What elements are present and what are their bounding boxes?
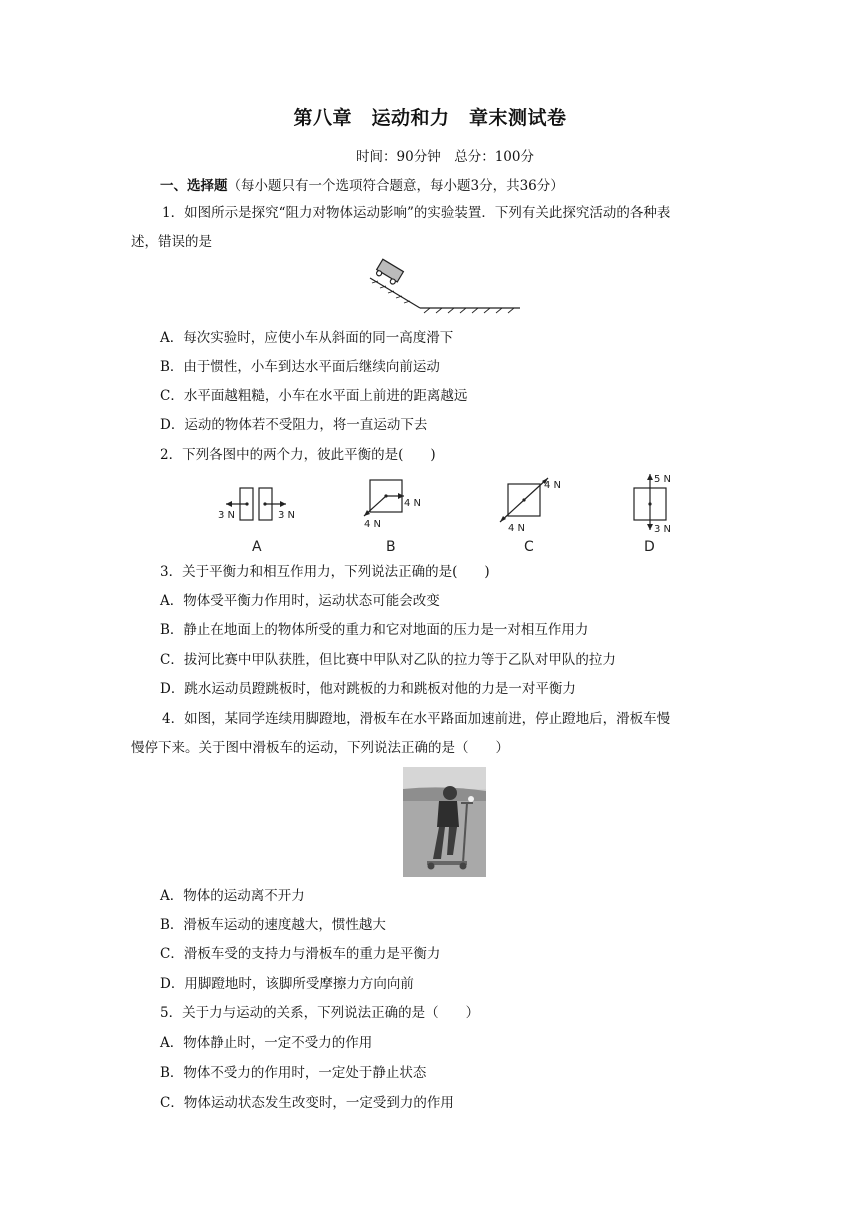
- q3-option-b: B．静止在地面上的物体所受的重力和它对地面的压力是一对相互作用力: [160, 622, 589, 638]
- q4-stem-line1: 4．如图，某同学连续用脚蹬地，滑板车在水平路面加速前进，停止蹬地后，滑板车慢: [162, 711, 671, 727]
- q1-option-d: D．运动的物体若不受阻力，将一直运动下去: [160, 417, 428, 433]
- q2-b-letter: B: [386, 539, 396, 555]
- q2-d-force2: 3 N: [654, 524, 672, 535]
- q5-stem: 5．关于力与运动的关系，下列说法正确的是（ ）: [160, 1005, 480, 1021]
- q2-figure-c: [490, 474, 570, 556]
- exam-meta: 时间：90分钟 总分：100分: [356, 149, 534, 165]
- q4-option-d: D．用脚蹬地时，该脚所受摩擦力方向向前: [160, 976, 414, 992]
- q2-b-force2: 4 N: [364, 519, 382, 530]
- section-note: （每小题只有一个选项符合题意，每小题3分，共36分）: [227, 178, 564, 194]
- q2-a-left-force: 3 N: [218, 510, 236, 521]
- q3-option-d: D．跳水运动员蹬跳板时，他对跳板的力和跳板对他的力是一对平衡力: [160, 681, 576, 697]
- q2-c-force1: 4 N: [544, 480, 562, 491]
- section-title: 一、选择题: [160, 178, 228, 194]
- q2-d-letter: D: [644, 539, 655, 555]
- q4-option-b: B．滑板车运动的速度越大，惯性越大: [160, 917, 386, 933]
- q2-a-letter: A: [252, 539, 262, 555]
- q3-option-a: A．物体受平衡力作用时，运动状态可能会改变: [160, 593, 440, 609]
- q2-figure-d: [622, 470, 686, 556]
- scooter-photo: [403, 767, 486, 877]
- incline-figure: [360, 256, 522, 316]
- q4-option-c: C．滑板车受的支持力与滑板车的重力是平衡力: [160, 946, 441, 962]
- q5-option-b: B．物体不受力的作用时，一定处于静止状态: [160, 1065, 427, 1081]
- page-title: 第八章 运动和力 章末测试卷: [293, 107, 567, 129]
- q4-option-a: A．物体的运动离不开力: [160, 888, 305, 904]
- q5-option-c: C．物体运动状态发生改变时，一定受到力的作用: [160, 1095, 454, 1111]
- section-heading: [160, 176, 564, 196]
- q1-stem-line2: 述，错误的是: [131, 234, 212, 250]
- q3-option-c: C．拔河比赛中甲队获胜，但比赛中甲队对乙队的拉力等于乙队对甲队的拉力: [160, 652, 616, 668]
- q1-option-c: C．水平面越粗糙，小车在水平面上前进的距离越远: [160, 388, 468, 404]
- q3-stem: 3．关于平衡力和相互作用力，下列说法正确的是( ): [160, 564, 490, 580]
- q2-c-force2: 4 N: [508, 523, 526, 534]
- q2-stem: 2．下列各图中的两个力，彼此平衡的是( ): [160, 447, 436, 463]
- q4-stem-line2: 慢停下来。关于图中滑板车的运动，下列说法正确的是（ ）: [131, 740, 509, 756]
- q2-b-force1: 4 N: [404, 498, 422, 509]
- q2-d-force1: 5 N: [654, 474, 672, 485]
- q2-c-letter: C: [524, 539, 534, 555]
- q5-option-a: A．物体静止时，一定不受力的作用: [160, 1035, 373, 1051]
- q1-stem-line1: 1．如图所示是探究“阻力对物体运动影响”的实验装置．下列有关此探究活动的各种表: [162, 205, 671, 221]
- q2-figure-a: [212, 478, 304, 556]
- q1-option-a: A．每次实验时，应使小车从斜面的同一高度滑下: [160, 330, 454, 346]
- q2-figure-b: [356, 476, 436, 556]
- q1-option-b: B．由于惯性，小车到达水平面后继续向前运动: [160, 359, 440, 375]
- q2-a-right-force: 3 N: [278, 510, 296, 521]
